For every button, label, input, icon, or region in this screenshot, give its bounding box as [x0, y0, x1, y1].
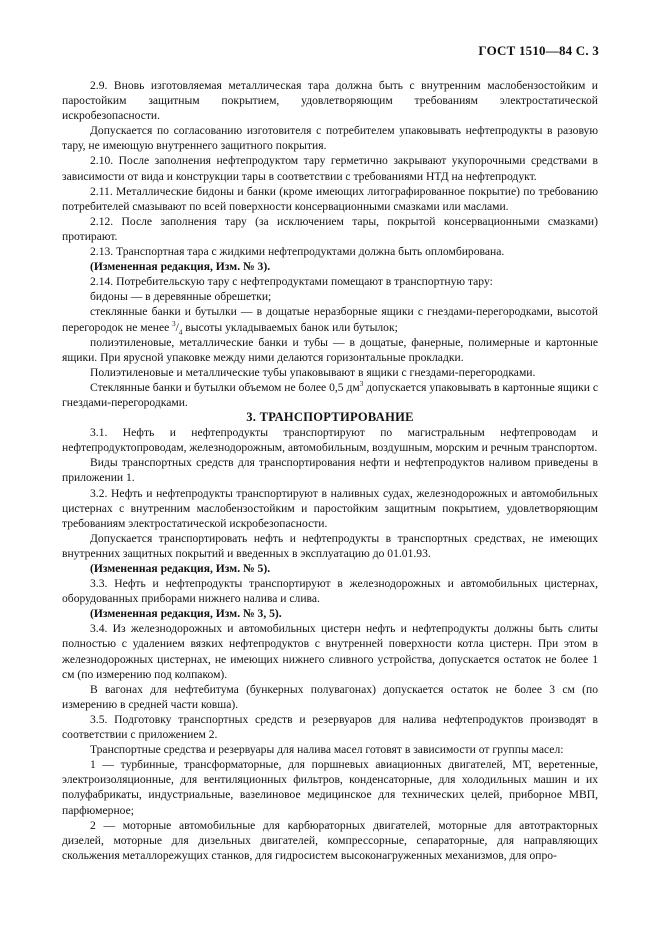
paragraph-2-14-e [62, 380, 598, 410]
paragraph-3-1-b: Виды транспортных средств для транспортирования нефти и нефтепродуктов наливом приведены в приложении 1. [62, 456, 598, 485]
edit-note-3-3: (Измененная редакция, Изм. № 3, 5). [90, 607, 282, 621]
paragraph-3-5: 3.5. Подготовку транспортных средств и резервуаров для налива нефтепродуктов производят в соответствии с приложением 2. [62, 712, 598, 742]
paragraph-2-14-e-post: допускается упаковывать в картонные ящики с гнездами-перегородками. [62, 380, 598, 409]
paragraph-2-13: 2.13. Транспортная тара с жидкими нефтепродуктами должна быть опломбирована. [90, 245, 505, 259]
edit-note-2-13: (Измененная редакция, Изм. № 3). [90, 260, 271, 274]
paragraph-3-3: 3.3. Нефть и нефтепродукты транспортируют в железнодорожных и автомобильных цистернах, оборудованных приборами нижнего налива и слива. [62, 577, 598, 606]
paragraph-2-14-b: стеклянные банки и бутылки — в дощатые неразборные ящики с гнездами-перегородками, высотой перегородок не менее $^3/_4$ высоты укладываемых банок или бутылок; [62, 305, 598, 336]
paragraph-2-9-b: Допускается по согласованию изготовителя с потребителем упаковывать нефтепродукты в разовую тару, не имеющую внутреннего защитного покрытия. [62, 124, 598, 153]
fraction-numerator: 3 [172, 319, 176, 328]
paragraph-3-1: 3.1. Нефть и нефтепродукты транспортируют по магистральным нефтепроводам и нефтепродуктопроводам, железнодорожным, автомобильным, воздушным, морским и речным транспортом. [62, 426, 598, 455]
paragraph-2-14-a: бидоны — в деревянные обрешетки; [90, 290, 272, 304]
paragraph-3-5-c: 1 — турбинные, трансформаторные, для поршневых авиационных двигателей, МТ, веретенные, электроизоляционные, для вентиляционных фильтров, конденсаторные, для холодильных машин и их полуфабрикаты, индустриальные, вазелиновое медицинское для технических целей, приборное МВП, парфюмерное; [62, 758, 598, 817]
paragraph-3-5-d: 2 — моторные автомобильные для карбюраторных двигателей, моторные для автотракторных дизелей, моторные для дизельных двигателей, компрессорные, сепараторные, для направляющих скольжения металлорежущих станков, для гидросистем высоконагруженных механизмов, для опро- [62, 818, 598, 862]
paragraph-2-14-d: Полиэтиленовые и металлические тубы упаковывают в ящики с гнездами-перегородками. [90, 365, 536, 379]
paragraph-3-2-b: Допускается транспортировать нефть и нефтепродукты в транспортных средствах, не имеющих внутренних защитных покрытий и введенных в эксплуатацию до 01.01.93. [62, 531, 598, 560]
paragraph-3-5-b: Транспортные средства и резервуары для налива масел готовят в зависимости от группы масел: [90, 743, 564, 757]
paragraph-3-4: 3.4. Из железнодорожных и автомобильных цистерн нефть и нефтепродукты должны быть слиты полностью с удалением вязких нефтепродуктов с внутренней поверхности котла цистерн. При этом в железнодорожных цистернах, не имеющих нижнего сливного устройства, допускается остаток не более 1 см (по измерению под колпаком). [62, 622, 598, 681]
paragraph-3-4-b: В вагонах для нефтебитума (бункерных полувагонах) допускается остаток не более 3 см (по измерению в средней части ковша). [62, 682, 598, 711]
paragraph-3-2: 3.2. Нефть и нефтепродукты транспортируют в наливных судах, железнодорожных и автомобильных цистернах с внутренним маслобензостойким и паростойким защитным покрытием, удовлетворяющим требованиям электростатической искробезопасности. [62, 486, 598, 530]
paragraph-2-14-c: полиэтиленовые, металлические банки и тубы — в дощатые, фанерные, полимерные и картонные ящики. При ярусной упаковке между ними делаются горизонтальные прокладки. [62, 335, 598, 364]
paragraph-2-14-e-pre: Стеклянные банки и бутылки объемом не более 0,5 дм [90, 380, 360, 394]
paragraph-2-11: 2.11. Металлические бидоны и банки (кроме имеющих литографированное покрытие) по требованию потребителей смазывают по всей поверхности консервационными смазками или маслами. [62, 184, 598, 213]
paragraph-2-14: 2.14. Потребительскую тару с нефтепродуктами помещают в транспортную тару: [90, 275, 493, 289]
fraction-denominator: 4 [178, 327, 183, 336]
paragraph-2-14-b-post: высоты укладываемых банок или бутылок; [182, 320, 398, 334]
paragraph-2-9: 2.9. Вновь изготовляемая металлическая тара должна быть с внутренним маслобензостойким и паростойким защитным покрытием, удовлетворяющим требованиям электростатической искробезопасности. [62, 79, 598, 123]
paragraph-2-12: 2.12. После заполнения тару (за исключением тары, покрытой консервационными смазками) протирают. [62, 214, 598, 243]
page-header: ГОСТ 1510—84 С. 3 [478, 43, 599, 58]
paragraph-2-14-b-pre: стеклянные банки и бутылки — в дощатые неразборные ящики с гнездами-перегородками, высотой перегородок не менее [62, 305, 598, 334]
paragraph-2-10: 2.10. После заполнения нефтепродуктом тару герметично закрывают укупорочными средствами в зависимости от вида и конструкции тары в соответствии с требованиями НТД на нефтепродукт. [62, 154, 598, 183]
edit-note-3-2: (Измененная редакция, Изм. № 5). [90, 562, 271, 575]
section-3-heading: 3. ТРАНСПОРТИРОВАНИЕ [246, 410, 414, 425]
superscript-3: 3 [359, 380, 364, 389]
document-body [62, 78, 598, 863]
